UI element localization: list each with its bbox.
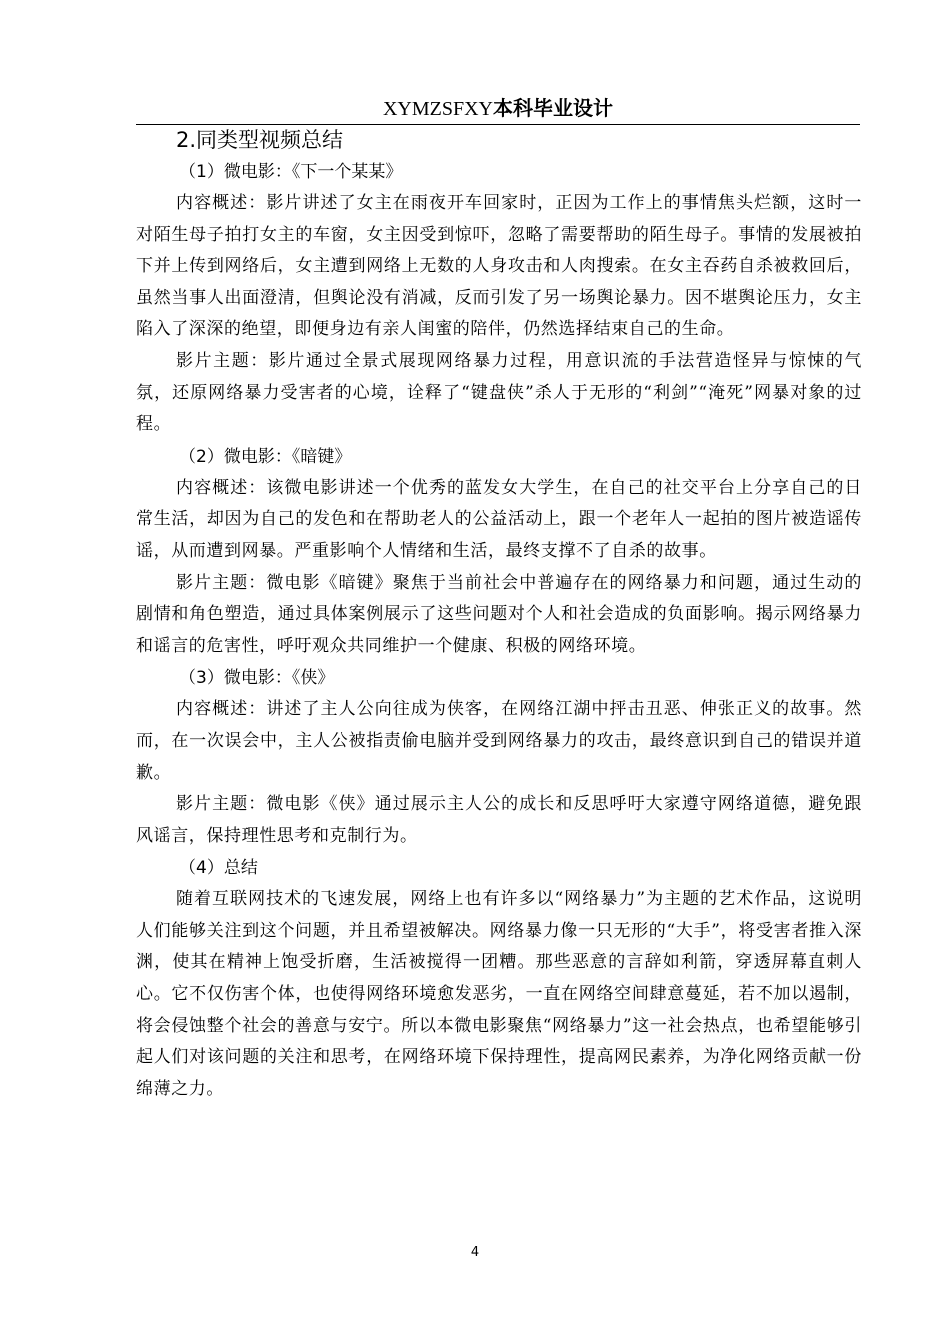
paragraph: 影片主题：影片通过全景式展现网络暴力过程，用意识流的手法营造怪异与惊悚的气氛，还原网络暴力受害者的心境，诠释了“键盘侠”杀人于无形的“利剑”“淹死”网暴对象的过程。 (136, 350, 862, 435)
header-thesis-label: 本科毕业设计 (493, 96, 614, 120)
paragraph: 影片主题：微电影《侠》通过展示主人公的成长和反思呼吁大家遵守网络道德，避免跟风谣言，保持理性思考和克制行为。 (136, 794, 862, 846)
page-number: 4 (470, 1245, 480, 1260)
summary-block (136, 852, 862, 1105)
film-block-1 (136, 156, 862, 441)
film-block-3 (136, 662, 862, 852)
page-header (136, 94, 860, 123)
header-school: XYMZSFXY (382, 98, 494, 120)
summary-heading: （4）总结 (179, 858, 258, 879)
section-title: 2.同类型视频总结 (176, 128, 344, 152)
paragraph: 内容概述：该微电影讲述一个优秀的蓝发女大学生，在自己的社交平台上分享自己的日常生活，却因为自己的发色和在帮助老人的公益活动上，跟一个老年人一起拍的图片被造谣传谣，从而遭到网暴。严重影响个人情绪和生活，最终支撑不了自杀的故事。 (136, 477, 862, 561)
page-content (136, 124, 862, 1105)
paragraph: 影片主题：微电影《暗键》聚焦于当前社会中普遍存在的网络暴力和问题，通过生动的剧情和角色塑造，通过具体案例展示了这些问题对个人和社会造成的负面影响。揭示网络暴力和谣言的危害性，呼吁观众共同维护一个健康、积极的网络环境。 (136, 572, 862, 656)
paragraph: 内容概述：影片讲述了女主在雨夜开车回家时，正因为工作上的事情焦头烂额，这时一对陌生母子拍打女主的车窗，女主因受到惊吓，忽略了需要帮助的陌生母子。事情的发展被拍下并上传到网络后，女主遭到网络上无数的人身攻击和人肉搜索。在女主吞药自杀被救回后，虽然当事人出面澄清，但舆论没有消减，反而引发了另一场舆论暴力。因不堪舆论压力，女主陷入了深深的绝望，即便身边有亲人闺蜜的陪伴，仍然选择结束自己的生命。 (136, 193, 862, 340)
film-heading: （3）微电影：《侠》 (179, 668, 335, 689)
film-block-2 (136, 441, 862, 663)
film-heading: （1）微电影：《下一个某某》 (179, 162, 403, 182)
paragraph: 随着互联网技术的飞速发展，网络上也有许多以“网络暴力”为主题的艺术作品，这说明人们能够关注到这个问题，并且希望被解决。网络暴力像一只无形的“大手”，将受害者推入深渊，使其在精神上饱受折磨，生活被搅得一团糟。那些恶意的言辞如利箭，穿透屏幕直刺人心。它不仅伤害个体，也使得网络环境愈发恶劣，一直在网络空间肆意蔓延，若不加以遏制，将会侵蚀整个社会的善意与安宁。所以本微电影聚焦“网络暴力”这一社会热点，也希望能够引起人们对该问题的关注和思考，在网络环境下保持理性，提高网民素养，为净化网络贡献一份绵薄之力。 (136, 889, 862, 1099)
film-heading: （2）微电影：《暗键》 (179, 446, 352, 467)
paragraph: 内容概述：讲述了主人公向往成为侠客，在网络江湖中抨击丑恶、伸张正义的故事。然而，在一次误会中，主人公被指责偷电脑并受到网络暴力的攻击，最终意识到自己的错误并道歉。 (136, 699, 862, 783)
